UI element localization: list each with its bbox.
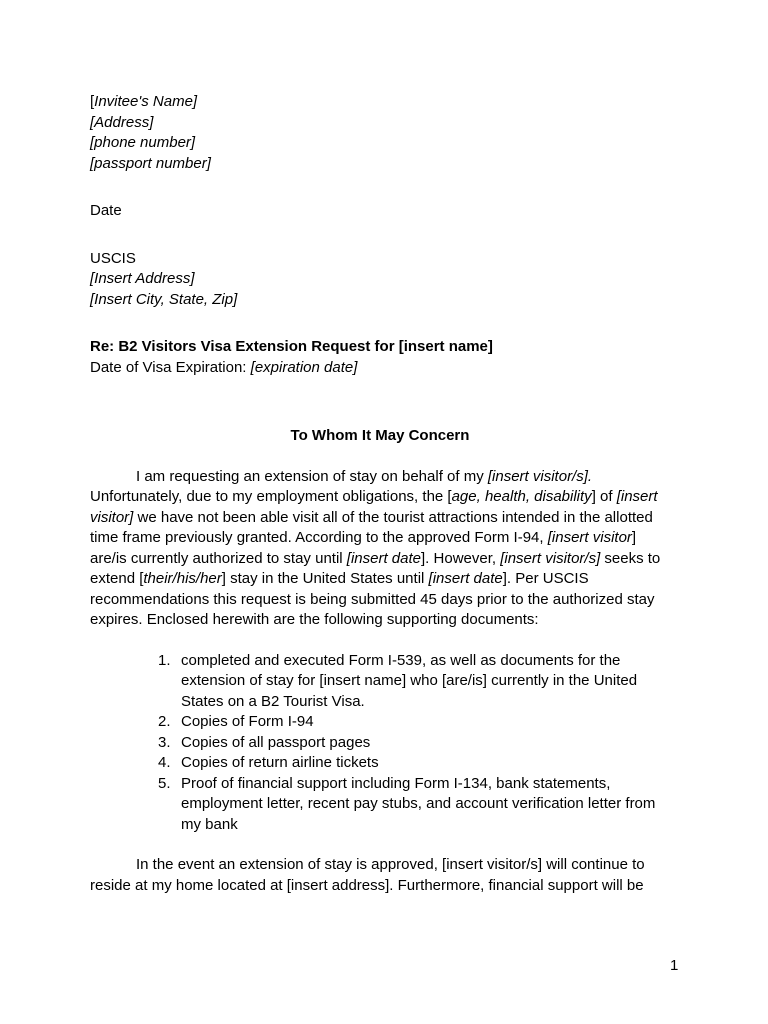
recipient-org: USCIS — [90, 249, 136, 267]
paragraph-residence: In the event an extension of stay is approved, [insert visitor/s] will continue to reside at my home located at [insert address]. Furthermore, financial support will be — [90, 856, 645, 894]
sender-phone: [phone number] — [90, 134, 196, 151]
letter-page — [90, 92, 670, 896]
list-item: 3. Copies of all passport pages — [158, 733, 371, 751]
list-item: 5. Proof of financial support including Form I-134, bank statements, employment letter, recent pay stubs, and account verification letter from my bank — [158, 774, 656, 833]
date-label: Date — [90, 202, 122, 219]
expiration-line: Date of Visa Expiration: [expiration date] — [90, 358, 358, 376]
paragraph-request: I am requesting an extension of stay on behalf of my [insert visitor/s]. Unfortunately, due to my employment obligations, the [age, health, disability] of [insert visitor] we have not been able visit all of the tourist attractions intended in the allotted time frame previously granted. According to the approved Form I-94, [insert visitor] are/is currently authorized to stay until [insert date]. However, [insert visitor/s] seeks to extend [their/his/her] stay in the United States until [insert date]. Per USCIS recommendations this request is being submitted 45 days prior to the authorized stay expires. Enclosed herewith are the following supporting documents: — [90, 467, 661, 628]
page-number: 1 — [670, 957, 679, 974]
recipient-address: [Insert Address] — [90, 270, 195, 287]
re-line: Re: B2 Visitors Visa Extension Request for [insert name] — [90, 338, 493, 355]
recipient-city: [Insert City, State, Zip] — [90, 290, 238, 308]
salutation: To Whom It May Concern — [290, 427, 470, 444]
list-item: 2. Copies of Form I-94 — [158, 713, 314, 730]
sender-address: [Address] — [90, 113, 154, 131]
sender-block — [90, 92, 670, 174]
list-item: 4. Copies of return airline tickets — [158, 754, 379, 771]
sender-passport: [passport number] — [90, 154, 211, 172]
supporting-documents-list — [90, 651, 670, 836]
sender-name: [Invitee's Name] — [90, 93, 198, 110]
list-item: 1. completed and executed Form I-539, as well as documents for the extension of stay for [insert name] who [are/is] currently in the United States on a B2 Tourist Visa. — [158, 651, 638, 710]
recipient-block — [90, 249, 670, 311]
